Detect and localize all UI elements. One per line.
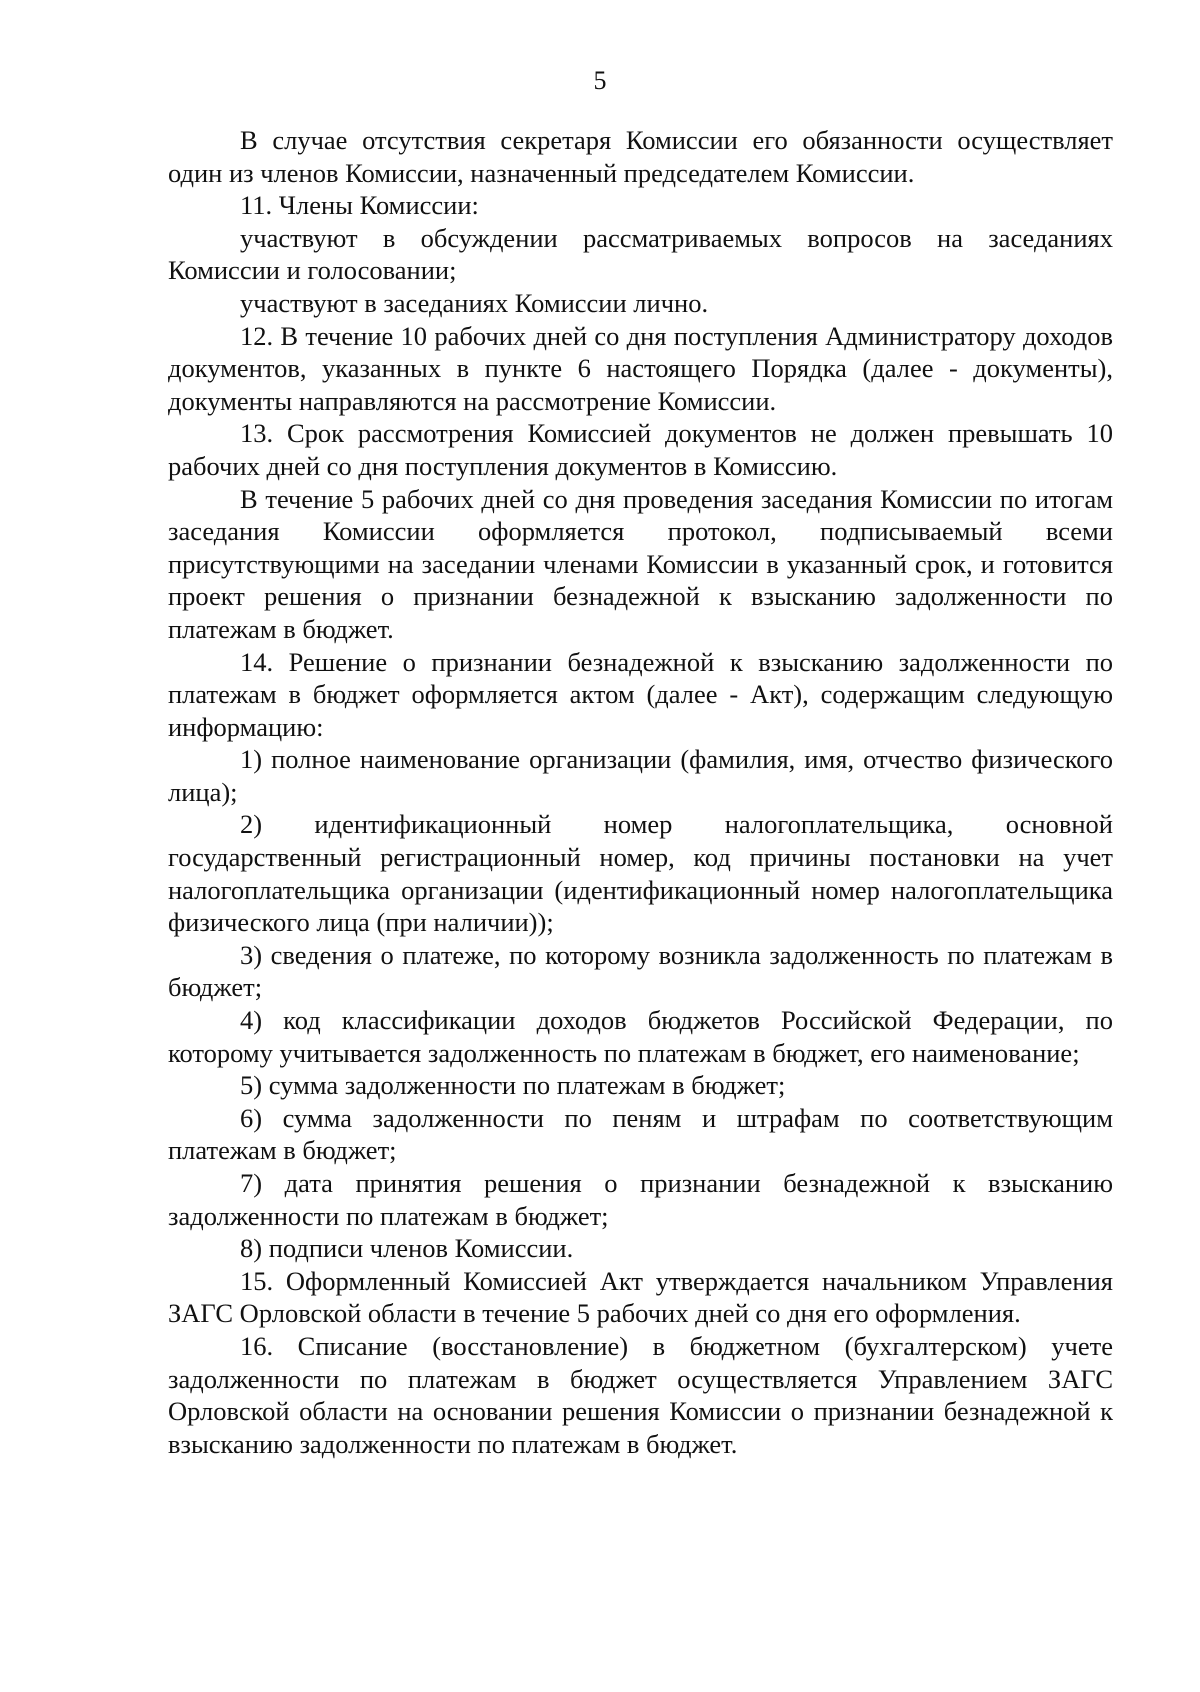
list-item-4: 4) код классификации доходов бюджетов Российской Федерации, по которому учитывается задолженность по платежам в бюджет, его наименование; [168, 1005, 1113, 1068]
paragraph-item-14: 14. Решение о признании безнадежной к взысканию задолженности по платежам в бюджет оформляется актом (далее - Акт), содержащим следующую информацию: [168, 646, 1113, 742]
paragraph-item-12: 12. В течение 10 рабочих дней со дня поступления Администратору доходов документов, указанных в пункте 6 настоящего Порядка (далее - документы), документы направляются на рассмотрение Комиссии. [168, 320, 1113, 416]
document-body [168, 124, 1113, 1460]
page-number: 5 [593, 66, 607, 95]
paragraph-item-15: 15. Оформленный Комиссией Акт утверждается начальником Управления ЗАГС Орловской области в течение 5 рабочих дней со дня его оформления. [168, 1265, 1113, 1329]
paragraph-item-16: 16. Списание (восстановление) в бюджетном (бухгалтерском) учете задолженности по платежам в бюджет осуществляется Управлением ЗАГС Орловской области на основании решения Комиссии о признании безнадежной к взысканию задолженности по платежам в бюджет. [168, 1330, 1113, 1459]
paragraph-item-11-personal: участвуют в заседаниях Комиссии лично. [240, 287, 709, 318]
paragraph-item-13-protocol: В течение 5 рабочих дней со дня проведения заседания Комиссии по итогам заседания Комиссии оформляется протокол, подписываемый всеми присутствующими на заседании членами Комиссии в указанный срок, и готовится проект решения о признании безнадежной к взысканию задолженности по платежам в бюджет. [168, 483, 1113, 644]
list-item-3: 3) сведения о платеже, по которому возникла задолженность по платежам в бюджет; [168, 939, 1113, 1003]
list-item-2: 2) идентификационный номер налогоплательщика, основной государственный регистрационный номер, код причины постановки на учет налогоплательщика организации (идентификационный номер налогоплательщика физического лица (при наличии)); [168, 809, 1113, 938]
list-item-6: 6) сумма задолженности по пеням и штрафам по соответствующим платежам в бюджет; [168, 1102, 1113, 1166]
list-item-5: 5) сумма задолженности по платежам в бюджет; [240, 1070, 786, 1101]
paragraph-secretary-absence: В случае отсутствия секретаря Комиссии его обязанности осуществляет один из членов Комиссии, назначенный председателем Комиссии. [168, 125, 1113, 188]
paragraph-item-11-discussion: участвуют в обсуждении рассматриваемых вопросов на заседаниях Комиссии и голосовании; [168, 222, 1113, 286]
list-item-7: 7) дата принятия решения о признании безнадежной к взысканию задолженности по платежам в бюджет; [168, 1168, 1113, 1231]
paragraph-item-11: 11. Члены Комиссии: [240, 190, 479, 221]
list-item-1: 1) полное наименование организации (фамилия, имя, отчество физического лица); [168, 744, 1113, 807]
list-item-8: 8) подписи членов Комиссии. [240, 1233, 574, 1264]
paragraph-item-13: 13. Срок рассмотрения Комиссией документов не должен превышать 10 рабочих дней со дня поступления документов в Комиссию. [168, 418, 1113, 481]
